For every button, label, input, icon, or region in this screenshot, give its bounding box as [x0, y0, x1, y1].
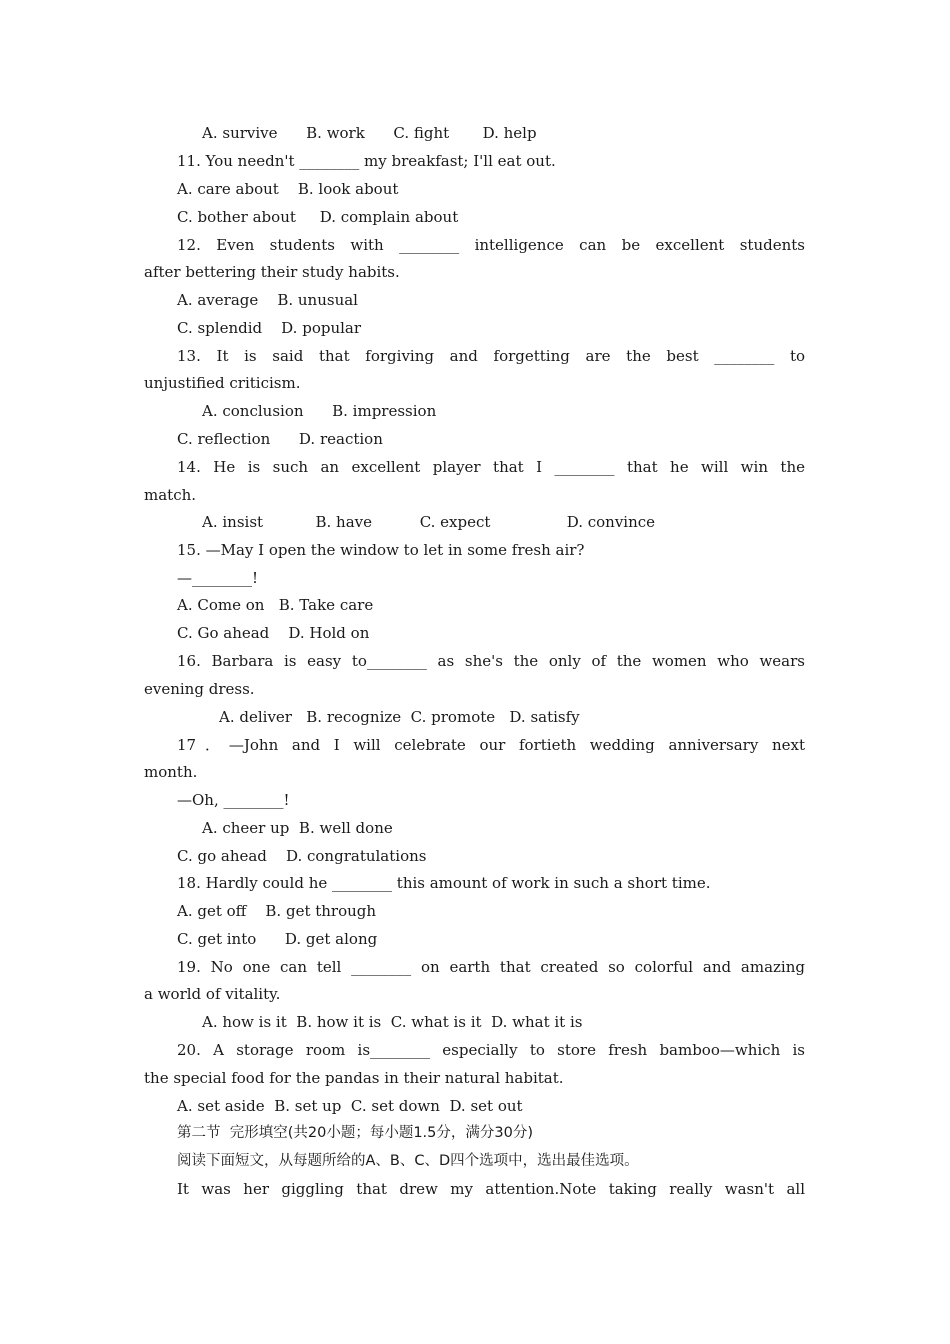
section-instructions: 阅读下面短文，从每题所给的A、B、C、D四个选项中，选出最佳选项。: [177, 1153, 639, 1169]
q13-options-cd: C. reflection D. reaction: [177, 430, 383, 448]
q13-options-ab: A. conclusion B. impression: [202, 402, 437, 420]
q18-options-cd: C. get into D. get along: [177, 930, 378, 948]
question-13-cont: unjustified criticism.: [144, 374, 301, 392]
q19-options: A. how is it B. how it is C. what is it D. what it is: [202, 1013, 583, 1031]
question-20: 20. A storage room is________ especially to store fresh bamboo—which is: [177, 1041, 805, 1059]
q17-options-cd: C. go ahead D. congratulations: [177, 847, 427, 865]
question-16: 16. Barbara is easy to________ as she's the only of the women who wears: [177, 652, 805, 670]
q12-options-ab: A. average B. unusual: [177, 291, 358, 309]
question-11: 11. You needn't ________ my breakfast; I'll eat out.: [177, 152, 556, 170]
question-17-cont: month.: [144, 763, 198, 781]
q16-options: A. deliver B. recognize C. promote D. satisfy: [219, 708, 580, 726]
question-14-cont: match.: [144, 486, 197, 504]
question-12-cont: after bettering their study habits.: [144, 263, 400, 281]
q14-options: A. insist B. have C. expect D. convince: [202, 513, 656, 531]
q11-options-cd: C. bother about D. complain about: [177, 208, 459, 226]
q11-options-ab: A. care about B. look about: [177, 180, 399, 198]
q20-options: A. set aside B. set up C. set down D. set out: [177, 1097, 523, 1115]
q15-options-cd: C. Go ahead D. Hold on: [177, 624, 370, 642]
question-16-cont: evening dress.: [144, 680, 255, 698]
question-13: 13. It is said that forgiving and forgetting are the best ________ to: [177, 347, 805, 365]
section-heading: 第二节 完形填空(共20小题；每小题1.5分，满分30分): [177, 1125, 533, 1141]
passage-first-line: It was her giggling that drew my attention.Note taking really wasn't all: [177, 1180, 805, 1198]
q15-options-ab: A. Come on B. Take care: [177, 596, 374, 614]
question-17: 17．—John and I will celebrate our fortieth wedding anniversary next: [177, 736, 805, 754]
question-15-reply: —________!: [177, 569, 259, 587]
q17-options-ab: A. cheer up B. well done: [202, 819, 393, 837]
question-17-reply: —Oh, ________!: [177, 791, 290, 809]
question-14: 14. He is such an excellent player that I ________ that he will win the: [177, 458, 805, 476]
q18-options-ab: A. get off B. get through: [177, 902, 377, 920]
q10-options: A. survive B. work C. fight D. help: [202, 124, 537, 142]
question-19-cont: a world of vitality.: [144, 985, 281, 1003]
question-18: 18. Hardly could he ________ this amount of work in such a short time.: [177, 874, 711, 892]
q12-options-cd: C. splendid D. popular: [177, 319, 362, 337]
question-15: 15. —May I open the window to let in some fresh air?: [177, 541, 585, 559]
question-19: 19. No one can tell ________ on earth that created so colorful and amazing: [177, 958, 805, 976]
question-12: 12. Even students with ________ intelligence can be excellent students: [177, 236, 805, 254]
question-20-cont: the special food for the pandas in their natural habitat.: [144, 1069, 564, 1087]
